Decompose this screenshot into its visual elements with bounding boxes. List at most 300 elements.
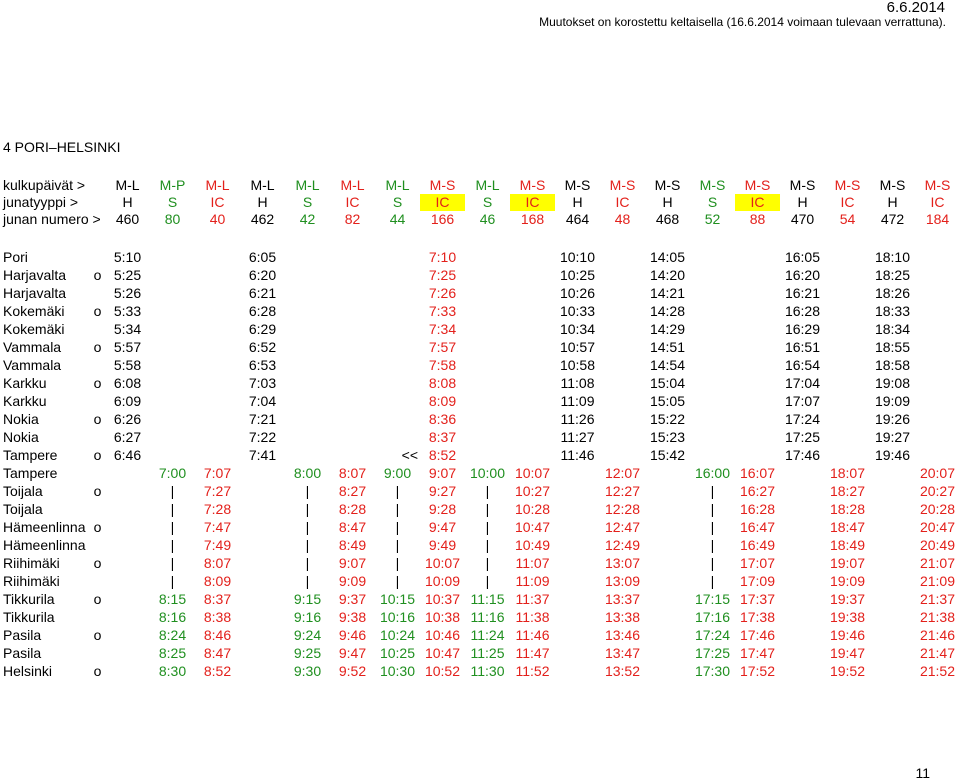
time-cell (240, 644, 285, 662)
time-cell: 7:21 (248, 411, 277, 427)
time-cell: 13:46 (604, 627, 641, 643)
time-cell: 8:08 (428, 375, 457, 391)
header-row-days-label: kulkupäivät > (3, 177, 86, 193)
station-name: Hämeenlinna (3, 519, 86, 535)
arrival-mark (90, 392, 105, 410)
train-days: M-S (699, 177, 726, 193)
time-cell: 9:25 (293, 645, 322, 661)
time-cell: 18:58 (874, 357, 911, 373)
time-cell: 10:26 (559, 285, 596, 301)
passes-marker: | (710, 537, 715, 553)
time-cell (330, 338, 375, 356)
time-cell (330, 320, 375, 338)
time-cell: 8:16 (158, 609, 187, 625)
time-cell: 21:46 (919, 627, 956, 643)
time-cell (285, 302, 330, 320)
train-type: IC (930, 194, 945, 210)
time-cell: 10:16 (379, 609, 416, 625)
station-name: Karkku (3, 375, 47, 391)
train-type: IC (735, 194, 780, 211)
passes-marker: | (170, 573, 175, 589)
time-cell: 17:07 (739, 555, 776, 571)
time-cell (555, 662, 600, 680)
time-cell (645, 572, 690, 590)
time-cell: 8:38 (203, 609, 232, 625)
time-cell: 21:09 (919, 573, 956, 589)
time-cell: 19:52 (829, 663, 866, 679)
time-cell (195, 302, 240, 320)
time-cell (870, 464, 915, 482)
train-type: S (392, 194, 403, 210)
time-cell: 18:26 (874, 285, 911, 301)
time-cell: 11:08 (560, 375, 595, 391)
train-number: 48 (614, 211, 631, 227)
time-cell: 7:07 (203, 465, 232, 481)
time-cell: 5:33 (113, 303, 142, 319)
time-cell (780, 590, 825, 608)
arrival-mark (90, 536, 105, 554)
time-cell (240, 536, 285, 554)
time-cell (240, 572, 285, 590)
train-number: 52 (704, 211, 721, 227)
time-cell (240, 482, 285, 500)
time-cell (285, 284, 330, 302)
arrival-mark: o (93, 267, 102, 283)
time-cell (285, 392, 330, 410)
train-days: M-S (744, 177, 771, 193)
station-row (0, 356, 960, 374)
train-days: M-S (924, 177, 951, 193)
train-days: M-L (205, 177, 230, 193)
passes-marker: | (170, 555, 175, 571)
time-cell: 16:21 (784, 285, 821, 301)
time-cell (510, 410, 555, 428)
time-cell (195, 248, 240, 266)
time-cell: 11:15 (470, 591, 505, 607)
station-name: Tikkurila (3, 609, 55, 625)
arrival-mark: o (93, 591, 102, 607)
station-row (0, 500, 960, 518)
station-name: Pori (3, 249, 28, 265)
header-row-number-label: junan numero > (3, 211, 101, 227)
arrival-mark (90, 572, 105, 590)
arrival-mark (90, 320, 105, 338)
time-cell (465, 428, 510, 446)
passes-marker: | (305, 573, 310, 589)
time-cell: 12:07 (604, 465, 641, 481)
time-cell (825, 356, 870, 374)
time-cell: 5:10 (113, 249, 142, 265)
time-cell (465, 338, 510, 356)
header-row-type (0, 194, 960, 211)
time-cell: 9:15 (293, 591, 322, 607)
train-number: 42 (299, 211, 316, 227)
time-cell (285, 410, 330, 428)
time-cell: 16:28 (739, 501, 776, 517)
train-number: 88 (749, 211, 766, 227)
time-cell: 6:20 (248, 267, 277, 283)
time-cell: 18:33 (874, 303, 911, 319)
train-type: S (302, 194, 313, 210)
time-cell (780, 554, 825, 572)
time-cell (510, 320, 555, 338)
time-cell: 14:21 (649, 285, 686, 301)
time-cell (240, 608, 285, 626)
time-cell (375, 392, 420, 410)
train-type: S (167, 194, 178, 210)
time-cell: 18:28 (829, 501, 866, 517)
arrival-mark (90, 356, 105, 374)
time-cell: 17:52 (739, 663, 776, 679)
time-cell: 8:37 (203, 591, 232, 607)
passes-marker: | (395, 537, 400, 553)
time-cell (825, 338, 870, 356)
time-cell (915, 374, 960, 392)
station-row (0, 284, 960, 302)
time-cell: 11:27 (560, 429, 595, 445)
time-cell (555, 590, 600, 608)
time-cell: 12:47 (604, 519, 641, 535)
time-cell: 10:38 (424, 609, 461, 625)
passes-marker: | (395, 573, 400, 589)
time-cell: 10:25 (379, 645, 416, 661)
train-number: 166 (430, 211, 455, 227)
time-cell (375, 428, 420, 446)
time-cell (735, 248, 780, 266)
time-cell: 11:30 (470, 663, 505, 679)
time-cell (240, 626, 285, 644)
time-cell: 10:37 (424, 591, 461, 607)
time-cell (105, 464, 150, 482)
time-cell: 8:37 (428, 429, 457, 445)
time-cell: 10:15 (379, 591, 416, 607)
time-cell: 8:09 (428, 393, 457, 409)
station-name: Tampere (3, 465, 58, 481)
station-row (0, 464, 960, 482)
station-row (0, 302, 960, 320)
time-cell: 7:34 (428, 321, 457, 337)
time-cell (600, 284, 645, 302)
passes-marker: | (710, 519, 715, 535)
time-cell (150, 338, 195, 356)
train-type: IC (420, 194, 465, 211)
time-cell: 17:09 (739, 573, 776, 589)
train-number: 168 (520, 211, 545, 227)
time-cell: 10:33 (559, 303, 596, 319)
passes-marker: | (710, 555, 715, 571)
time-cell (555, 482, 600, 500)
arrival-mark: o (93, 411, 102, 427)
passes-marker: | (305, 483, 310, 499)
time-cell (150, 392, 195, 410)
time-cell (195, 446, 240, 464)
arrival-mark: o (93, 663, 102, 679)
time-cell (870, 626, 915, 644)
time-cell: 16:29 (784, 321, 821, 337)
time-cell: 21:47 (919, 645, 956, 661)
time-cell: 15:42 (649, 447, 686, 463)
time-cell (735, 302, 780, 320)
time-cell (915, 356, 960, 374)
arrival-mark: o (93, 339, 102, 355)
passes-marker: | (710, 501, 715, 517)
time-cell: 6:52 (248, 339, 277, 355)
time-cell (105, 554, 150, 572)
time-cell (780, 464, 825, 482)
time-cell (195, 356, 240, 374)
time-cell (645, 644, 690, 662)
station-name: Vammala (3, 357, 62, 373)
time-cell: 13:07 (604, 555, 641, 571)
header-row-days (0, 177, 960, 194)
time-cell (915, 320, 960, 338)
time-cell: 17:25 (784, 429, 821, 445)
time-cell: 10:46 (424, 627, 461, 643)
time-cell: 8:52 (203, 663, 232, 679)
time-cell (915, 302, 960, 320)
time-cell: 7:00 (158, 465, 187, 481)
time-cell (645, 608, 690, 626)
time-cell (825, 428, 870, 446)
page-number: 11 (915, 765, 930, 781)
time-cell (555, 626, 600, 644)
time-cell (645, 536, 690, 554)
arrival-mark: o (93, 483, 102, 499)
time-cell (600, 392, 645, 410)
time-cell: 7:58 (428, 357, 457, 373)
passes-marker: | (170, 501, 175, 517)
time-cell: 11:26 (560, 411, 595, 427)
train-number: 44 (389, 211, 406, 227)
station-name: Toijala (3, 483, 43, 499)
time-cell (825, 302, 870, 320)
time-cell: 10:34 (559, 321, 596, 337)
time-cell: 9:46 (338, 627, 367, 643)
station-name: Riihimäki (3, 573, 60, 589)
passes-marker: | (710, 573, 715, 589)
time-cell: 6:27 (113, 429, 142, 445)
time-cell: 9:49 (428, 537, 457, 553)
time-cell: 13:09 (604, 573, 641, 589)
passes-marker: | (395, 501, 400, 517)
time-cell: 19:37 (829, 591, 866, 607)
time-cell: 8:30 (158, 663, 187, 679)
time-cell (870, 482, 915, 500)
time-cell (240, 662, 285, 680)
time-cell: 17:15 (694, 591, 731, 607)
time-cell (555, 554, 600, 572)
passes-marker: | (395, 483, 400, 499)
time-cell (330, 374, 375, 392)
station-name: Kokemäki (3, 321, 65, 337)
time-cell: 9:07 (428, 465, 457, 481)
time-cell: 9:37 (338, 591, 367, 607)
time-cell (690, 302, 735, 320)
time-cell: 11:16 (470, 609, 505, 625)
time-cell: 9:52 (338, 663, 367, 679)
train-days: M-S (564, 177, 591, 193)
train-days: M-L (385, 177, 410, 193)
time-cell: 12:28 (604, 501, 641, 517)
time-cell (825, 392, 870, 410)
time-cell: 9:07 (338, 555, 367, 571)
time-cell (510, 302, 555, 320)
time-cell (150, 428, 195, 446)
time-cell: 11:52 (515, 663, 550, 679)
time-cell: 21:37 (919, 591, 956, 607)
train-type: S (707, 194, 718, 210)
train-type: IC (210, 194, 225, 210)
time-cell (780, 662, 825, 680)
time-cell (330, 302, 375, 320)
time-cell: 20:27 (919, 483, 956, 499)
time-cell (870, 554, 915, 572)
time-cell (555, 536, 600, 554)
arrival-mark: o (93, 627, 102, 643)
time-cell: 11:46 (515, 627, 550, 643)
time-cell (870, 536, 915, 554)
time-cell (600, 338, 645, 356)
time-cell (915, 284, 960, 302)
time-cell: 7:57 (428, 339, 457, 355)
time-cell: 16:05 (784, 249, 821, 265)
time-cell: 10:58 (559, 357, 596, 373)
time-cell: 8:24 (158, 627, 187, 643)
train-days: M-L (340, 177, 365, 193)
time-cell (105, 590, 150, 608)
time-cell: 14:51 (649, 339, 686, 355)
time-cell (510, 356, 555, 374)
time-cell (375, 320, 420, 338)
station-name: Nokia (3, 411, 39, 427)
time-cell (375, 302, 420, 320)
train-days: M-S (429, 177, 456, 193)
time-cell (240, 500, 285, 518)
arrival-mark (90, 428, 105, 446)
time-cell: 11:46 (560, 447, 595, 463)
time-cell (690, 338, 735, 356)
train-type: H (122, 194, 133, 210)
time-cell: 5:26 (113, 285, 142, 301)
train-type: H (572, 194, 583, 210)
time-cell: 16:27 (739, 483, 776, 499)
time-cell: 5:58 (113, 357, 142, 373)
time-cell (825, 374, 870, 392)
time-cell (150, 356, 195, 374)
time-cell: 6:28 (248, 303, 277, 319)
time-cell (375, 410, 420, 428)
time-cell: 19:38 (829, 609, 866, 625)
train-type: H (257, 194, 268, 210)
time-cell: 8:47 (203, 645, 232, 661)
time-cell (825, 320, 870, 338)
time-cell (690, 446, 735, 464)
train-days: M-L (115, 177, 140, 193)
time-cell: 6:05 (248, 249, 277, 265)
passes-marker: | (485, 537, 490, 553)
time-cell: 7:28 (203, 501, 232, 517)
document-date: 6.6.2014 (886, 0, 945, 16)
time-cell: 8:09 (203, 573, 232, 589)
time-cell: 19:09 (829, 573, 866, 589)
time-cell: 7:26 (428, 285, 457, 301)
time-cell (555, 500, 600, 518)
time-cell (600, 356, 645, 374)
train-number: 468 (655, 211, 680, 227)
time-cell (690, 284, 735, 302)
station-row (0, 428, 960, 446)
time-cell (105, 572, 150, 590)
time-cell (465, 392, 510, 410)
time-cell: 8:00 (293, 465, 322, 481)
train-type: H (797, 194, 808, 210)
time-cell: 16:51 (784, 339, 821, 355)
time-cell (735, 356, 780, 374)
time-cell (870, 590, 915, 608)
time-cell: 20:28 (919, 501, 956, 517)
time-cell (780, 500, 825, 518)
time-cell (375, 248, 420, 266)
arrival-mark (90, 248, 105, 266)
train-number: 472 (880, 211, 905, 227)
time-cell: 19:07 (829, 555, 866, 571)
time-cell (195, 284, 240, 302)
time-cell: 16:49 (739, 537, 776, 553)
time-cell (825, 266, 870, 284)
station-row (0, 392, 960, 410)
time-cell (240, 464, 285, 482)
station-name: Vammala (3, 339, 62, 355)
time-cell: 10:25 (559, 267, 596, 283)
time-cell (600, 302, 645, 320)
time-cell (600, 428, 645, 446)
time-cell (915, 392, 960, 410)
time-cell (600, 410, 645, 428)
time-cell: 13:47 (604, 645, 641, 661)
time-cell (735, 374, 780, 392)
station-row (0, 554, 960, 572)
time-cell: 14:28 (649, 303, 686, 319)
time-cell: 21:07 (919, 555, 956, 571)
time-cell: 8:27 (338, 483, 367, 499)
time-cell (690, 392, 735, 410)
time-cell (915, 446, 960, 464)
time-cell (600, 320, 645, 338)
time-cell: 8:47 (338, 519, 367, 535)
time-cell: 17:46 (784, 447, 821, 463)
time-cell: 7:41 (248, 447, 277, 463)
train-type: S (482, 194, 493, 210)
time-cell: 6:53 (248, 357, 277, 373)
arrival-mark (90, 644, 105, 662)
time-cell (285, 248, 330, 266)
time-cell (195, 266, 240, 284)
time-cell (510, 446, 555, 464)
time-cell: 9:00 (383, 465, 412, 481)
change-note: Muutokset on korostettu keltaisella (16.6.2014 voimaan tulevaan verrattuna). (539, 15, 946, 29)
time-cell (105, 608, 150, 626)
time-cell: 9:16 (293, 609, 322, 625)
station-row (0, 446, 960, 464)
train-days: M-S (789, 177, 816, 193)
arrival-mark: o (93, 447, 102, 463)
station-name: Tampere (3, 447, 58, 463)
time-cell (645, 626, 690, 644)
time-cell (465, 446, 510, 464)
time-cell (330, 284, 375, 302)
time-cell: 10:57 (559, 339, 596, 355)
time-cell: 10:47 (424, 645, 461, 661)
